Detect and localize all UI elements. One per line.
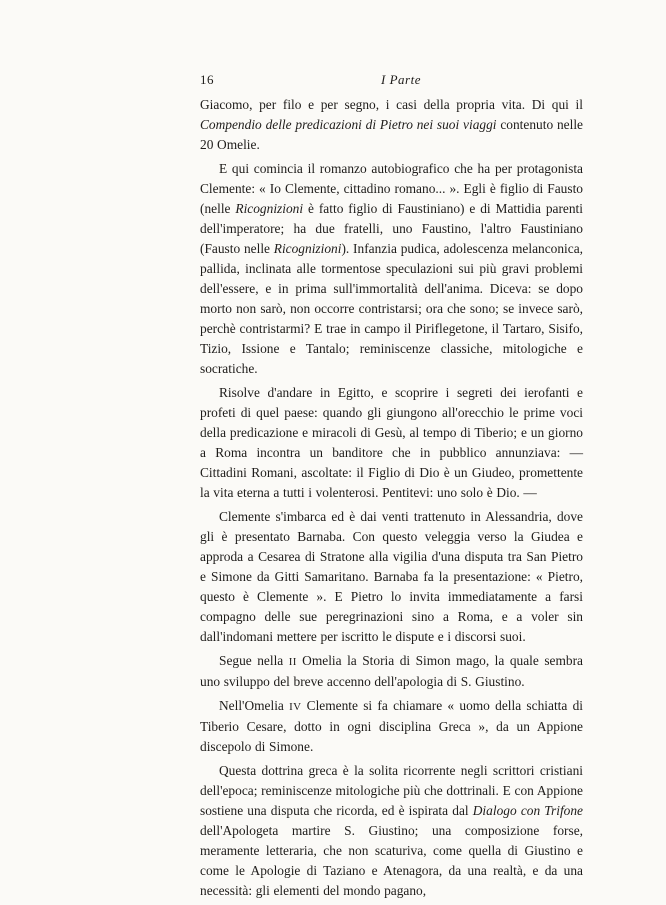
work-title-ricognizioni-1: Ricognizioni bbox=[235, 201, 304, 216]
paragraph-2-text-c: è fatto figlio di Faustiniano) e di Mattidia parenti dell'imperatore; ha due fratelli, uno Faustino, l'altro Faustiniano (Fausto nelle bbox=[200, 201, 583, 256]
paragraph-7 bbox=[200, 761, 583, 901]
paragraph-5-text-a: Segue nella bbox=[219, 653, 289, 668]
paragraph-4: Clemente s'imbarca ed è dai venti trattenuto in Alessandria, dove gli è presentato Barnaba. Con questo veleggia verso la Giudea e approda a Cesarea di Stratone alla vigilia d'una disputa tra San Pietro e Simone da Gitti Samaritano. Barnaba fa la presentazione: « Pietro, questo è Clemente ». E Pietro lo invita immediatamente a farsi compagno delle sue peregrinazioni sino a Roma, e a voler sin dall'indomani mettere per iscritto le dispute e i discorsi suoi. bbox=[200, 509, 583, 644]
work-title-compendio: Compendio delle predicazioni di Pietro nei suoi viaggi bbox=[200, 117, 497, 132]
work-title-ricognizioni-2: Ricognizioni bbox=[273, 241, 342, 256]
paragraph-6-text-c: Clemente si fa chiamare « uomo della schiatta di Tiberio Cesare, dotto in ogni disciplina Greca », da un Appione discepolo di Simone. bbox=[200, 698, 584, 754]
paragraph-6-text-a: Nell'Omelia bbox=[219, 698, 290, 713]
running-title: I Parte bbox=[381, 72, 421, 87]
homily-number-ii: II bbox=[288, 656, 297, 668]
paragraph-1 bbox=[200, 95, 583, 155]
paragraph-7-text-c: dell'Apologeta martire S. Giustino; una composizione forse, meramente letteraria, che non scaturiva, come quella di Giustino e come le Apologie di Taziano e Atenagora, da una realtà, e da una necessità: gli elementi del mondo pagano, bbox=[200, 823, 583, 898]
paragraph-1-text-a: Giacomo, per filo e per segno, i casi della propria vita. Di qui il bbox=[200, 97, 583, 112]
page-number: 16 bbox=[200, 72, 214, 87]
page-header bbox=[200, 72, 583, 92]
paragraph-5 bbox=[200, 651, 583, 692]
paragraph-2-text-e: ). Infanzia pudica, adolescenza melanconica, pallida, inclinata alle tormentose speculazioni sui più gravi problemi dell'essere, e in prima sull'immortalità dell'anima. Diceva: se dopo morto non sarò, non occorre contristarsi; ora che sono; se invece sarò, perchè contristarmi? E trae in campo il Piriflegetone, il Tartaro, Sisifo, Tizio, Issione e Tantalo; reminiscenze classiche, mitologiche e socratiche. bbox=[200, 241, 583, 376]
paragraph-5-text-c: Omelia la Storia di Simon mago, la quale sembra uno sviluppo del breve accenno dell'apologia di S. Giustino. bbox=[200, 653, 583, 689]
work-title-dialogo: Dialogo con Trifone bbox=[472, 803, 583, 818]
paragraph-2 bbox=[200, 159, 583, 379]
paragraph-6 bbox=[200, 696, 583, 757]
paragraph-3: Risolve d'andare in Egitto, e scoprire i segreti dei ierofanti e profeti di quel paese: quando gli giungono all'orecchio le prime voci della predicazione e miracoli di Gesù, al tempo di Tiberio; e un giorno a Roma incontra un banditore che in pubblico annunziava: — Cittadini Romani, ascoltate: il Figlio di Dio è un Giudeo, promettente la vita eterna a tutti i volenterosi. Pentitevi: uno solo è Dio. — bbox=[200, 385, 583, 500]
paragraph-1-text-c: contenuto nelle 20 Omelie. bbox=[200, 117, 583, 152]
paragraph-2-text-a: E qui comincia il romanzo autobiografico che ha per protagonista Clemente: « Io Clemente, cittadino romano... ». Egli è figlio di Fausto (nelle bbox=[200, 161, 583, 216]
body-text bbox=[200, 95, 583, 905]
paragraph-7-text-a: Questa dottrina greca è la solita ricorrente negli scrittori cristiani dell'epoca; reminiscenze mitologiche più che dottrinali. E con Appione sostiene una disputa che ricorda, ed è ispirata dal bbox=[200, 763, 583, 818]
homily-number-iv: IV bbox=[289, 701, 302, 713]
